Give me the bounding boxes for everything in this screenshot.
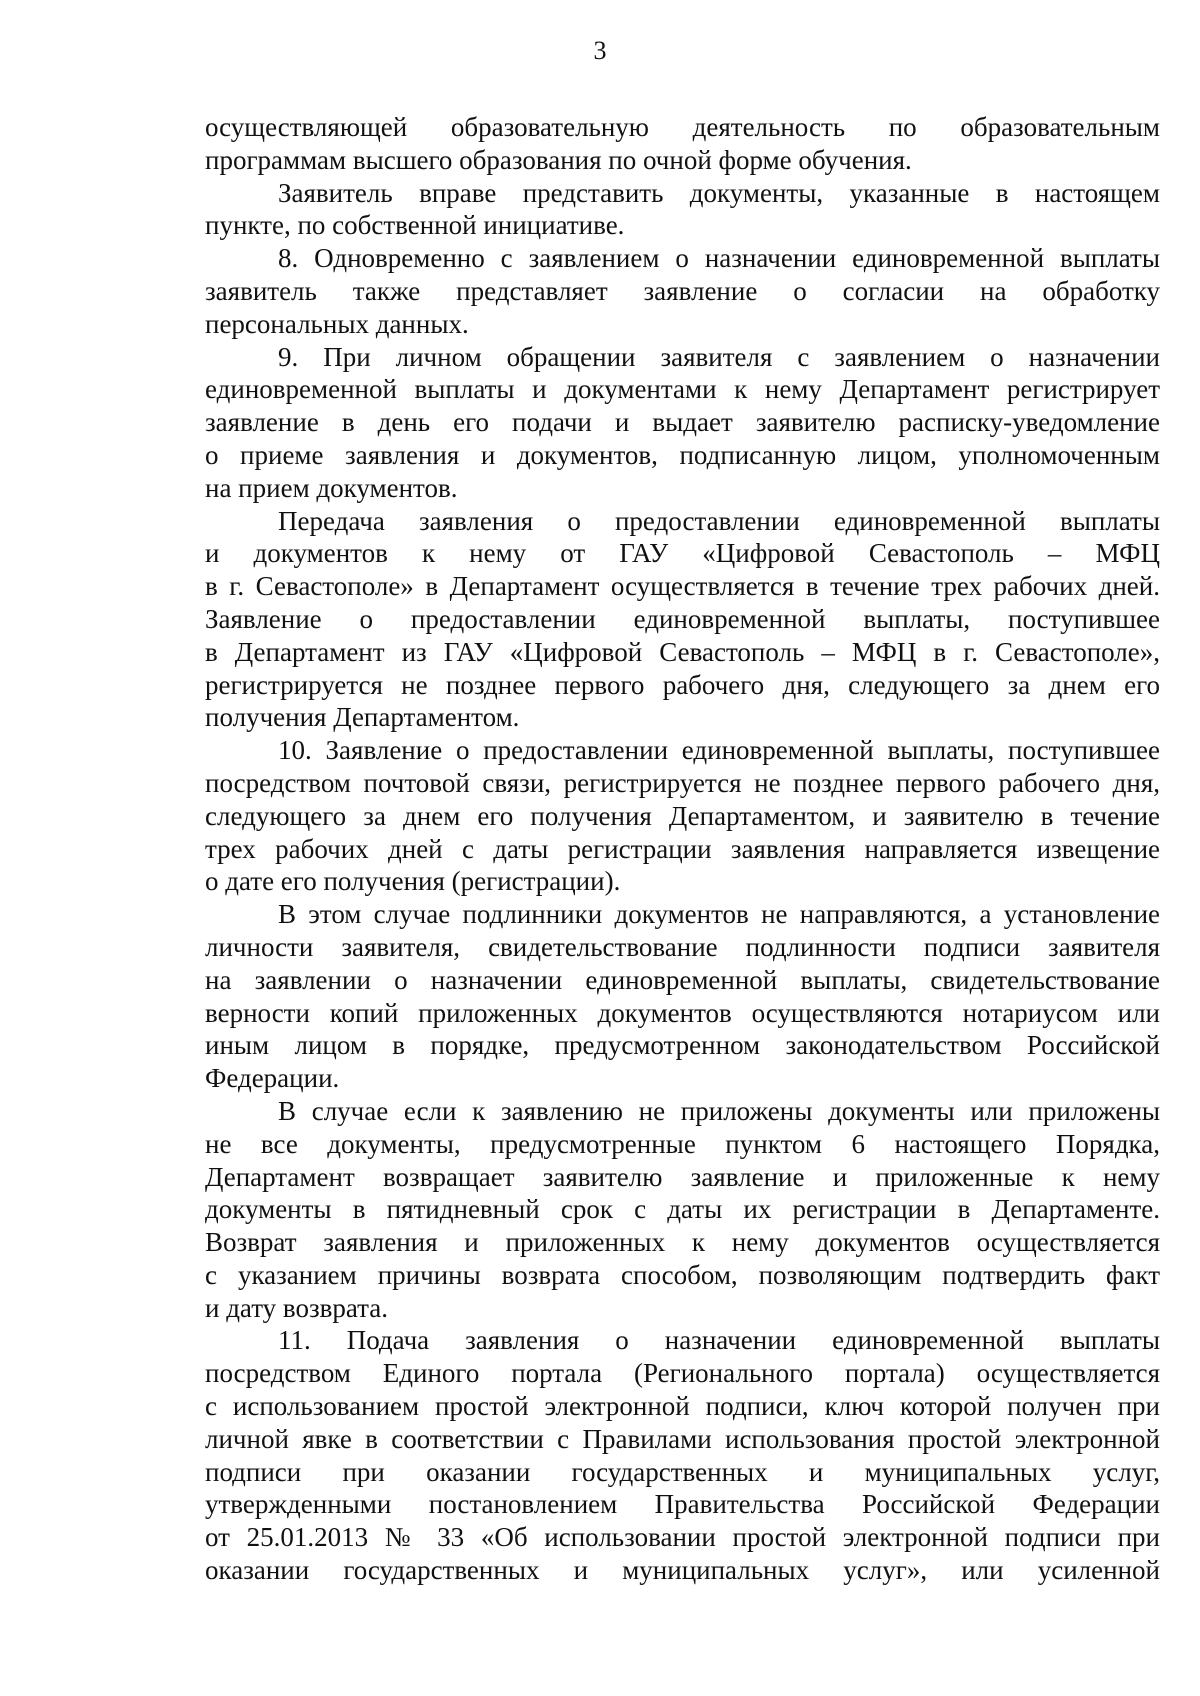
document-body <box>205 111 1160 1587</box>
paragraph <box>205 505 1160 735</box>
paragraph <box>205 1324 1160 1586</box>
text-line: оказании государственных и муниципальных услуг», или усиленной <box>205 1555 1160 1586</box>
text-line: в г. Севастополе» в Департамент осуществляется в течение трех рабочих дней. <box>205 571 1160 602</box>
text-line: верности копий приложенных документов осуществляются нотариусом или <box>205 997 1160 1028</box>
text-line: на заявлении о назначении единовременной выплаты, свидетельствование <box>205 964 1160 995</box>
text-line: трех рабочих дней с даты регистрации заявления направляется извещение <box>205 833 1160 864</box>
text-line: В случае если к заявлению не приложены документы или приложены <box>278 1095 1160 1126</box>
paragraph <box>205 242 1160 340</box>
text-line: Заявление о предоставлении единовременной выплаты, поступившее <box>205 603 1160 634</box>
paragraph <box>205 341 1160 505</box>
text-line: 10. Заявление о предоставлении единовременной выплаты, поступившее <box>278 735 1160 766</box>
text-line: следующего за днем его получения Департаментом, и заявителю в течение <box>205 800 1160 831</box>
text-line: о приеме заявления и документов, подписанную лицом, уполномоченным <box>205 439 1160 470</box>
text-line: 8. Одновременно с заявлением о назначении единовременной выплаты <box>278 243 1160 274</box>
text-line: 9. При личном обращении заявителя с заявлением о назначении <box>278 341 1160 372</box>
paragraph <box>205 898 1160 1095</box>
text-line: посредством почтовой связи, регистрируется не позднее первого рабочего дня, <box>205 767 1160 798</box>
text-line: в Департамент из ГАУ «Цифровой Севастополь – МФЦ в г. Севастополе», <box>205 636 1160 667</box>
paragraph <box>205 111 1160 177</box>
text-line: единовременной выплаты и документами к нему Департамент регистрирует <box>205 374 1160 405</box>
text-line: Департамент возвращает заявителю заявление и приложенные к нему <box>205 1161 1160 1192</box>
text-line: заявитель также представляет заявление о согласии на обработку <box>205 275 1160 306</box>
text-line: иным лицом в порядке, предусмотренном законодательством Российской <box>205 1030 1160 1061</box>
text-line: пункте, по собственной инициативе. <box>205 210 625 241</box>
text-line: программам высшего образования по очной форме обучения. <box>205 144 912 175</box>
page-number: 3 <box>593 36 607 65</box>
text-line: персональных данных. <box>205 308 469 339</box>
text-line: о дате его получения (регистрации). <box>205 866 621 897</box>
text-line: 11. Подача заявления о назначении единовременной выплаты <box>278 1325 1160 1356</box>
paragraph <box>205 177 1160 243</box>
paragraph <box>205 1095 1160 1325</box>
text-line: регистрируется не позднее первого рабочего дня, следующего за днем его <box>205 669 1160 700</box>
text-line: Заявитель вправе представить документы, указанные в настоящем <box>278 177 1160 208</box>
text-line: с использованием простой электронной подписи, ключ которой получен при <box>205 1391 1160 1422</box>
text-line: и документов к нему от ГАУ «Цифровой Севастополь – МФЦ <box>205 538 1160 569</box>
text-line: заявление в день его подачи и выдает заявителю расписку-уведомление <box>205 407 1160 438</box>
text-line: Передача заявления о предоставлении единовременной выплаты <box>278 505 1160 536</box>
text-line: на прием документов. <box>205 472 458 503</box>
paragraph <box>205 734 1160 898</box>
text-line: посредством Единого портала (Регионального портала) осуществляется <box>205 1358 1160 1389</box>
text-line: с указанием причины возврата способом, позволяющим подтвердить факт <box>205 1259 1160 1290</box>
text-line: личной явке в соответствии с Правилами использования простой электронной <box>205 1423 1160 1454</box>
text-line: Федерации. <box>205 1063 340 1094</box>
text-line: не все документы, предусмотренные пунктом 6 настоящего Порядка, <box>205 1128 1160 1159</box>
text-line: Возврат заявления и приложенных к нему документов осуществляется <box>205 1227 1160 1258</box>
text-line: утвержденными постановлением Правительства Российской Федерации <box>205 1489 1160 1520</box>
text-line: В этом случае подлинники документов не направляются, а установление <box>278 899 1160 930</box>
text-line: и дату возврата. <box>205 1292 389 1323</box>
text-line: от 25.01.2013 № 33 «Об использовании простой электронной подписи при <box>205 1522 1160 1553</box>
text-line: подписи при оказании государственных и муниципальных услуг, <box>205 1456 1160 1487</box>
text-line: личности заявителя, свидетельствование подлинности подписи заявителя <box>205 931 1160 962</box>
text-line: документы в пятидневный срок с даты их регистрации в Департаменте. <box>205 1194 1160 1225</box>
text-line: осуществляющей образовательную деятельность по образовательным <box>205 112 1160 142</box>
text-line: получения Департаментом. <box>205 702 520 733</box>
